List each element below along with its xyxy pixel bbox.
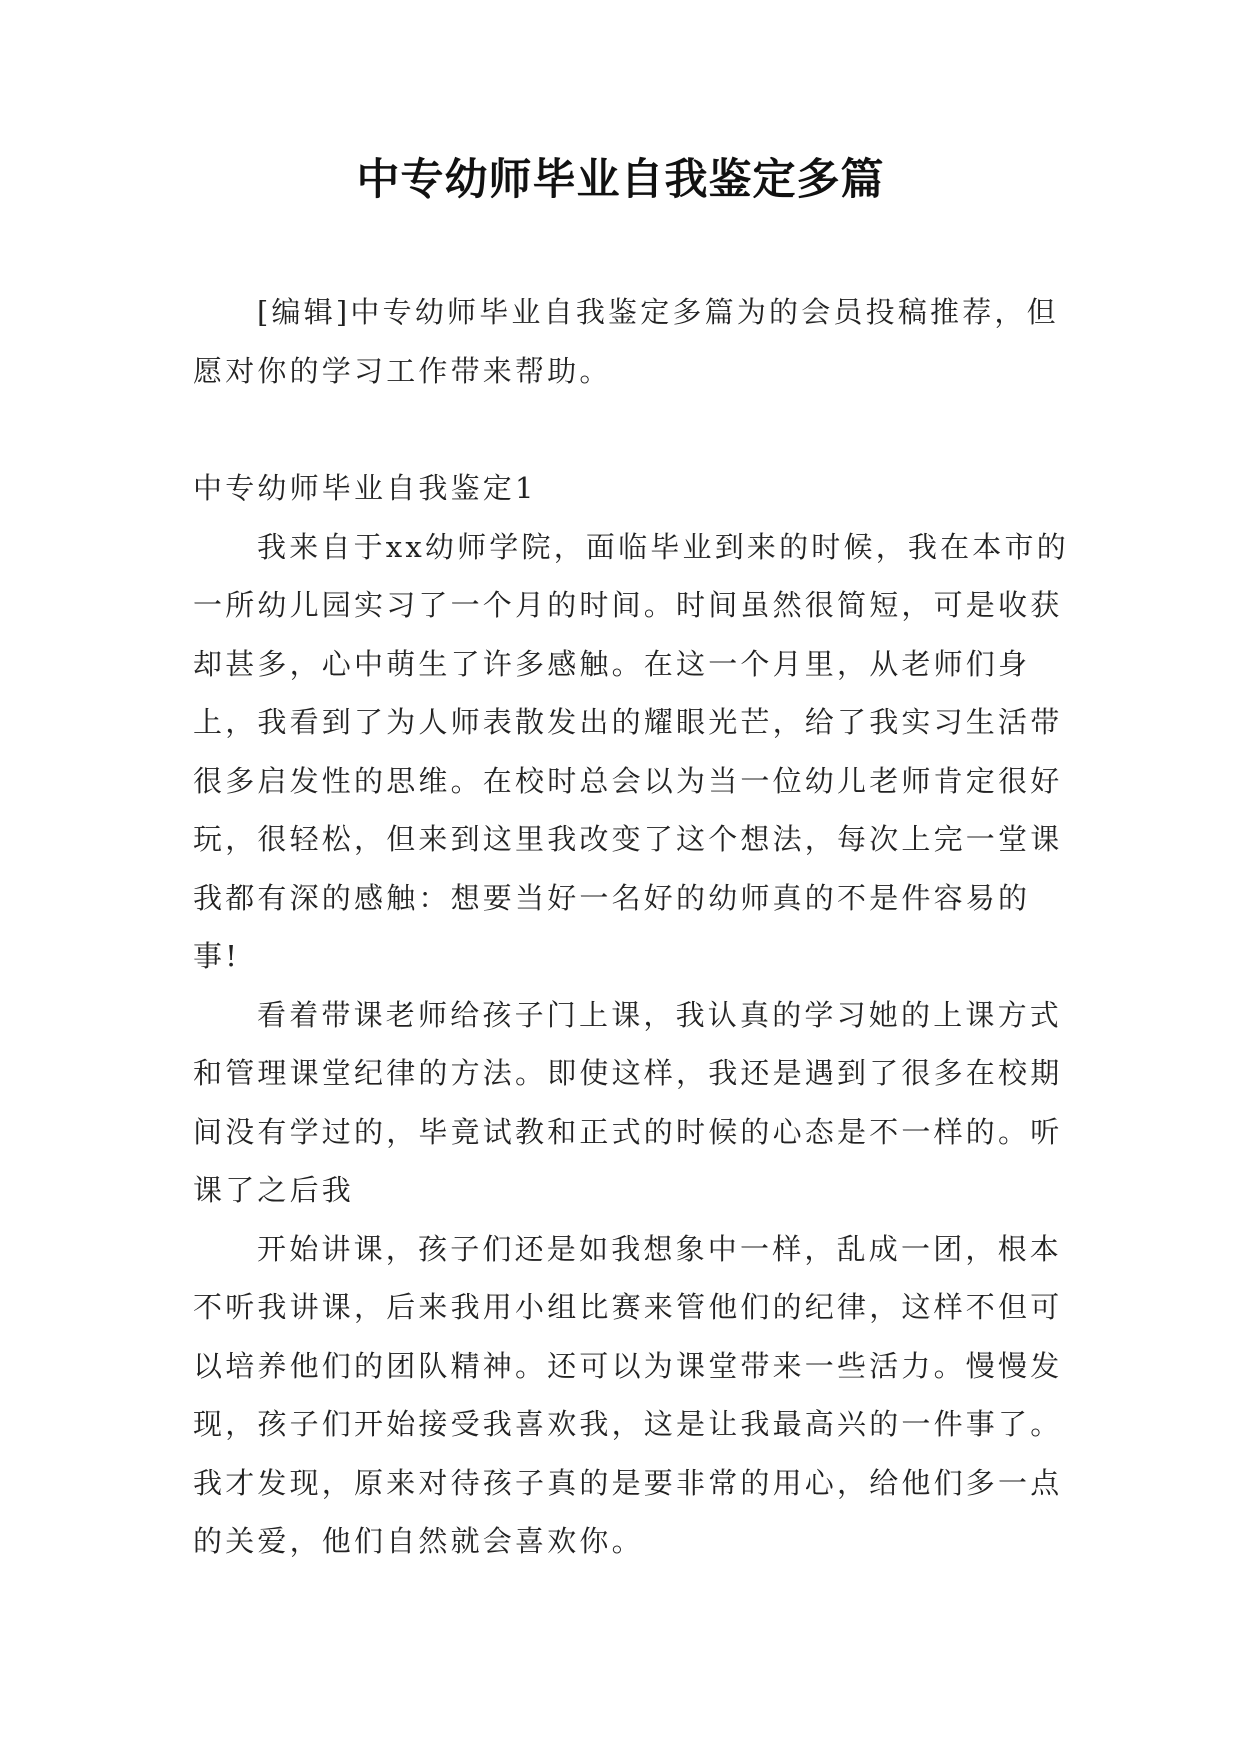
intro-paragraph: [编辑]中专幼师毕业自我鉴定多篇为的会员投稿推荐，但愿对你的学习工作带来帮助。 bbox=[193, 295, 1059, 388]
body-paragraph-2: 看着带课老师给孩子门上课，我认真的学习她的上课方式和管理课堂纪律的方法。即使这样，我还是遇到了很多在校期间没有学过的，毕竟试教和正式的时候的心态是不一样的。听课了之后我 bbox=[193, 997, 1063, 1207]
spacer bbox=[193, 400, 1071, 459]
body-paragraph-3: 开始讲课，孩子们还是如我想象中一样，乱成一团，根本不听我讲课，后来我用小组比赛来管他们的纪律，这样不但可以培养他们的团队精神。还可以为课堂带来一些活力。慢慢发现，孩子们开始接受我喜欢我，这是让我最高兴的一件事了。我才发现，原来对待孩子真的是要非常的用心，给他们多一点的关爱，他们自然就会喜欢你。 bbox=[193, 1231, 1063, 1558]
document-body bbox=[193, 283, 1071, 1571]
body-paragraph-1: 我来自于xx幼师学院，面临毕业到来的时候，我在本市的一所幼儿园实习了一个月的时间。时间虽然很简短，可是收获却甚多，心中萌生了许多感触。在这一个月里，从老师们身上，我看到了为人师表散发出的耀眼光芒，给了我实习生活带很多启发性的思维。在校时总会以为当一位幼儿老师肯定很好玩，很轻松，但来到这里我改变了这个想法，每次上完一堂课我都有深的感触：想要当好一名好的幼师真的不是件容易的事! bbox=[193, 529, 1069, 973]
section-heading: 中专幼师毕业自我鉴定1 bbox=[193, 471, 537, 505]
document-title: 中专幼师毕业自我鉴定多篇 bbox=[356, 155, 885, 205]
